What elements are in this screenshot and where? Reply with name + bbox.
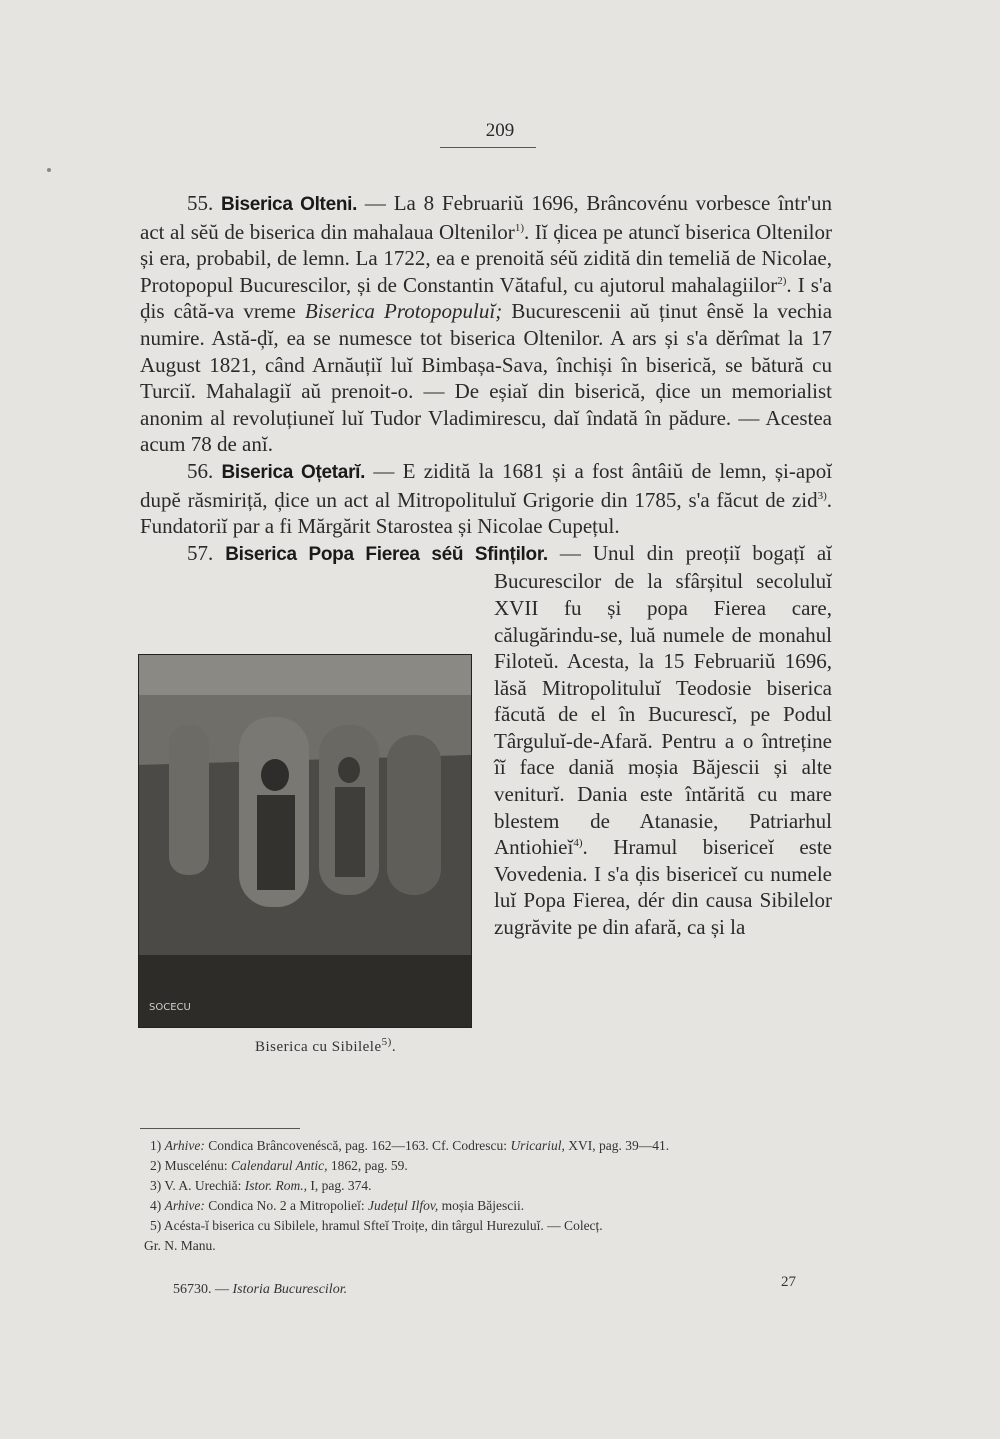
- footnote-italic: Arhive:: [164, 1138, 205, 1153]
- footnote-text: Muscelénu:: [164, 1158, 231, 1173]
- footnote-text: I, pag. 374.: [307, 1178, 372, 1193]
- footnote-5-continued: Gr. N. Manu.: [144, 1238, 216, 1253]
- entry-heading: Biserica Popa Fierea séŭ Sfinților.: [225, 543, 548, 565]
- entry-text: . Iĭ ḑicea pe atuncĭ biserica Oltenilor și era, probabil, de lemn. La 1722, ea e prenoită séŭ zidită din temeliă de Nicolae, Protopopul Bucurescilor, și de Constantin Vătaful, cu ajutorul mahalagiilor: [140, 219, 832, 297]
- entry-text: . I s'a ḑis câtă-va vreme: [140, 272, 832, 324]
- entry-text: — Unul din preoțiĭ bogațĭ aĭ Bucurescilor de la sfârșitul secoluluĭ XVII fu și popa Fierea care, călugărindu-se, luă numele de monahul Filoteŭ. Acesta, la 15 Februariŭ 1696, lăsă Mitropolituluĭ Teodosie biserica făcută de el în Bucurescĭ, pe Podul Târguluĭ-de-Afară. Pentru a o întreține îĭ face daniă moșia Băjescii și alte veniturĭ. Dania este întărită cu mare blestem de Atanasie, Patriarhul Antiohieĭ: [494, 540, 833, 860]
- body-text: [140, 190, 832, 1054]
- footnote-italic: Arhive:: [164, 1198, 205, 1213]
- footnote-italic: Calendarul Antic,: [231, 1158, 328, 1173]
- entry-italic: Biserica Protopopuluĭ;: [304, 299, 503, 324]
- footnote-rule: [140, 1128, 300, 1129]
- footnote-number: 5): [150, 1218, 162, 1233]
- footnotes: [144, 1136, 840, 1256]
- footnote-ref: 5): [381, 1036, 392, 1049]
- sheet-number: 27: [781, 1274, 796, 1290]
- scan-speck: [47, 168, 51, 172]
- footnote-italic: Istor. Rom.,: [244, 1178, 308, 1193]
- footnote-number: 1): [150, 1138, 162, 1153]
- footnote-number: 3): [150, 1178, 162, 1193]
- figure: [138, 614, 480, 1054]
- page-number: 209: [485, 120, 515, 141]
- footnote-ref: 4): [573, 837, 583, 850]
- footnote-1: [150, 1136, 840, 1156]
- figure-caption: Biserica cu Sibilele$^{5)}$.: [255, 1036, 397, 1056]
- entry-text: — E zidită la 1681 și a fost ântâiŭ de lemn, și-apoĭ dupĕ răsmiriță, ḑice un act al Mitropolituluĭ Grigorie din 1785, s'a făcut de zid: [140, 458, 833, 512]
- entry-55: [140, 190, 832, 458]
- signature-title: Istoria Bucurescilor.: [232, 1282, 348, 1297]
- entry-57: [140, 540, 833, 1056]
- entry-text: . Fundatoriĭ par a fi Mărgărit Starostea și Nicolae Cupețul.: [140, 487, 832, 539]
- footnote-italic: Județul Ilfov,: [367, 1198, 439, 1213]
- entry-number: 57.: [187, 540, 214, 565]
- footnote-text: V. A. Urechiă:: [164, 1178, 245, 1193]
- entry-text: . Hramul bisericeĭ este Vovedenia. I s'a ḑis bisericeĭ cu numele luĭ Popa Fierea, dér din causa Sibilelor zugrăvite pe din afară, ca și la: [494, 835, 832, 940]
- footnote-3: [150, 1176, 840, 1196]
- caption-text: Biserica cu Sibilele: [255, 1039, 382, 1056]
- footnote-text: 1862, pag. 59.: [327, 1158, 408, 1173]
- footnote-2: [150, 1156, 840, 1176]
- entry-text: Bucurescenii aŭ ținut ênsĕ la vechia numire. Astă-ḑĭ, ea se numesce tot biserica Oltenilor. A ars și s'a dĕrîmat la 17 August 1821, când Arnăuțiĭ luĭ Bimbașa-Sava, închiși în biserică, se bătură cu Turciĭ. Mahalagiĭ aŭ prenoit-o. — De eșiaĭ din biserică, ḑice un memorialist anonim al revoluțiuneĭ luĭ Tudor Vladimirescu, daĭ îndată în pădure. — Acestea acum 78 de anĭ.: [140, 299, 833, 457]
- footnote-text: Acésta-ĭ biserica cu Sibilele, hramul Sfteĭ Troițe, din târgul Hurezuluĭ. — Colecț.: [163, 1218, 603, 1233]
- footnote-ref: 2): [777, 274, 787, 287]
- entry-56: [140, 458, 832, 540]
- church-photo-drawing: [139, 655, 471, 1027]
- footnote-italic: Uricariul,: [510, 1138, 565, 1153]
- footnote-5: [150, 1216, 840, 1236]
- footnote-ref: 3): [817, 489, 827, 502]
- printer-signature: [173, 1282, 347, 1298]
- footnote-number: 2): [150, 1158, 162, 1173]
- signature-dash: —: [215, 1282, 229, 1297]
- footnote-4: [150, 1196, 840, 1216]
- footnote-text: moșia Băjescii.: [438, 1198, 525, 1213]
- church-photo: [138, 654, 472, 1028]
- entry-heading: Biserica Oțetarĭ.: [221, 461, 366, 483]
- footnote-text: XVI, pag. 39—41.: [564, 1138, 670, 1153]
- footnote-number: 4): [150, 1198, 162, 1213]
- entry-text: — La 8 Februariŭ 1696, Brâncovénu vorbesce într'un act al sĕŭ de biserica din mahalaua Oltenilor: [140, 191, 833, 244]
- entry-number: 55.: [187, 191, 214, 215]
- page-number-rule: [440, 147, 536, 148]
- entry-heading: Biserica Olteni.: [221, 194, 358, 215]
- footnote-ref: 1): [514, 221, 524, 234]
- footnote-text: Condica No. 2 a Mitropolieĭ:: [204, 1198, 368, 1213]
- footnote-text: Condica Brâncovenéscă, pag. 162—163. Cf. Codrescu:: [204, 1138, 511, 1153]
- entry-number: 56.: [187, 458, 214, 483]
- signature-number: 56730.: [173, 1282, 212, 1297]
- photo-mark: SOCECU: [149, 1002, 191, 1014]
